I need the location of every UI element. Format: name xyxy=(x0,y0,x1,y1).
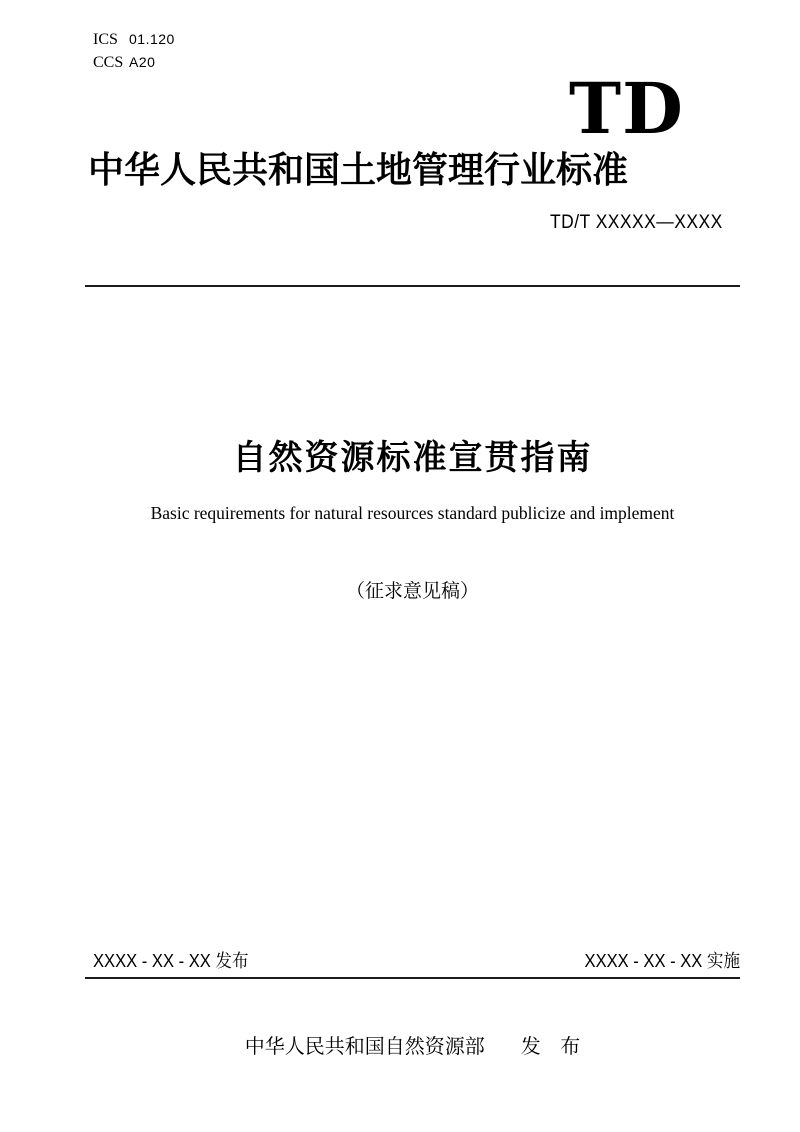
dates-row xyxy=(93,947,740,973)
publish-action-label: 发 布 xyxy=(520,1036,581,1058)
standard-code-number: TD/T XXXXX—XXXX xyxy=(550,212,723,233)
document-title-english: Basic requirements for natural resources standard publicize and implement xyxy=(150,503,675,523)
footer-divider-line xyxy=(85,977,740,979)
ccs-label: CCS xyxy=(93,54,124,71)
issue-date: XXXX - XX - XX 发布 xyxy=(93,951,249,971)
ics-label: ICS xyxy=(93,31,118,48)
classification-codes xyxy=(93,31,175,77)
implement-date: XXXX - XX - XX 实施 xyxy=(584,951,740,971)
header-divider-line xyxy=(85,285,740,287)
document-title-chinese: 自然资源标准宣贯指南 xyxy=(232,439,593,477)
ccs-value: A20 xyxy=(129,54,156,70)
td-standard-logo: TD xyxy=(569,67,684,150)
standard-category-title: 中华人民共和国土地管理行业标准 xyxy=(88,149,629,190)
draft-status-note: （征求意见稿） xyxy=(345,581,479,602)
ics-code-line xyxy=(93,31,175,54)
publisher-name: 中华人民共和国自然资源部 xyxy=(244,1036,485,1058)
publisher-row xyxy=(85,1030,740,1059)
ccs-code-line xyxy=(93,54,175,77)
ics-value: 01.120 xyxy=(129,31,175,47)
